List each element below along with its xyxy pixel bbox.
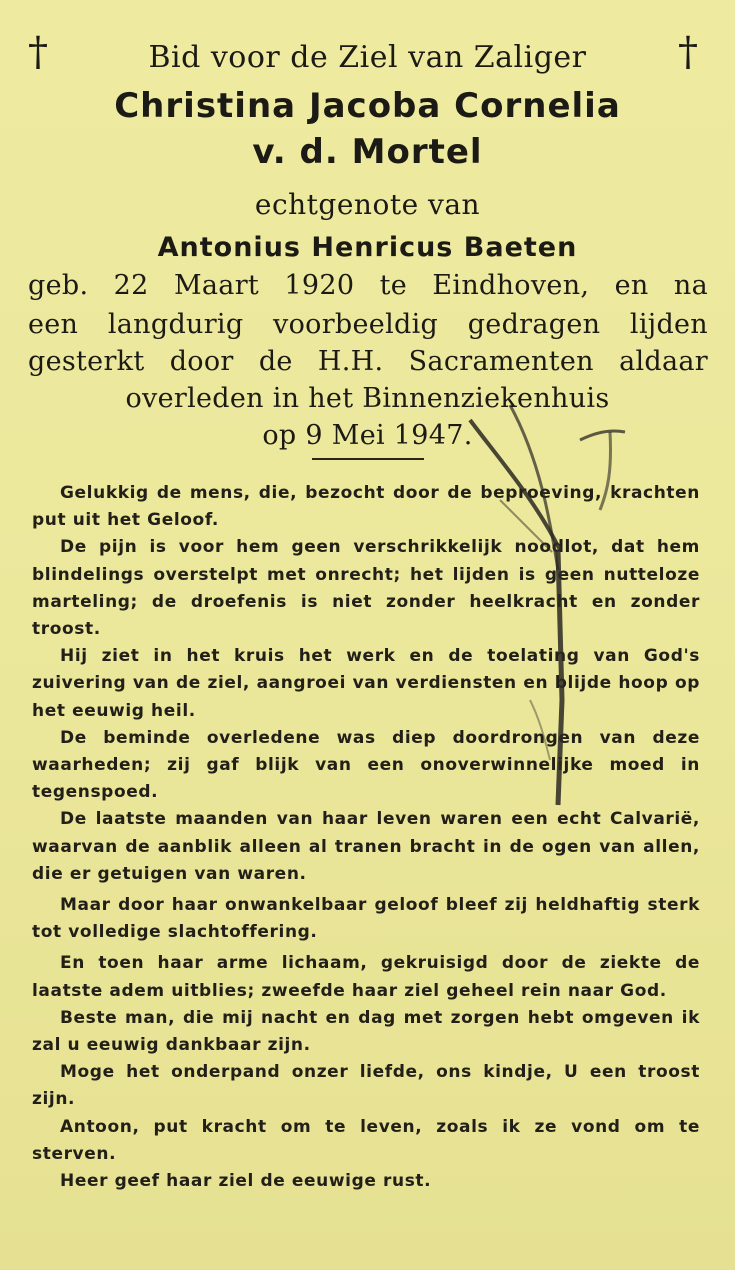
deceased-name-line2: v. d. Mortel	[252, 132, 483, 172]
bio-line-sacraments: gesterkt door de H.H. Sacramenten aldaar	[28, 346, 708, 377]
divider-rule	[312, 458, 424, 460]
bio-line-suffering: een langdurig voorbeeldig gedragen lijden	[28, 309, 708, 340]
paragraph: Beste man, die mij nacht en dag met zorgen hebt omgeven ik zal u eeuwig dankbaar zijn.	[32, 1007, 700, 1056]
spouse-name: Antonius Henricus Baeten	[157, 232, 578, 263]
paragraph: De beminde overledene was diep doordrongen van deze waarheden; zij gaf blijk van een onoverwinnelijke moed in tegenspoed.	[32, 727, 700, 803]
paragraph: En toen haar arme lichaam, gekruisigd door de ziekte de laatste adem uitblies; zweefde haar ziel geheel rein naar God.	[32, 953, 700, 1001]
spouse-label: echtgenote van	[254, 188, 481, 221]
paragraph: Antoon, put kracht om te leven, zoals ik ze vond om te sterven.	[32, 1116, 700, 1164]
paragraph: De laatste maanden van haar leven waren een echt Calvarië, waarvan de aanblik alleen al tranen bracht in de ogen van allen, die er getuigen van waren.	[32, 809, 700, 884]
paragraph: Hij ziet in het kruis het werk en de toelating van God's zuivering van de ziel, aangroei van verdiensten en blijde hoop op het eeuwig heil.	[32, 646, 700, 721]
paragraph: Gelukkig de mens, die, bezocht door de beproeving, krachten put uit het Geloof.	[32, 483, 700, 531]
paragraph: Moge het onderpand onzer liefde, ons kindje, U een troost zijn.	[32, 1062, 700, 1110]
paragraph: Heer geef haar ziel de eeuwige rust.	[60, 1171, 432, 1192]
meditation-text	[32, 480, 700, 1195]
paragraph: De pijn is voor hem geen verschrikkelijk noodlot, dat hem blindelings overstelpt met onrecht; het lijden is geen nutteloze marteling; de droefenis is niet zonder heelkracht en zonder troost.	[32, 537, 700, 640]
paragraph: Maar door haar onwankelbaar geloof bleef zij heldhaftig sterk tot volledige slachtoffering.	[32, 895, 700, 943]
bio-line-death-date: op 9 Mei 1947.	[262, 420, 473, 451]
deceased-name-line1: Christina Jacoba Cornelia	[114, 86, 621, 126]
cross-icon-left: †	[28, 29, 48, 75]
prayer-intro: Bid voor de Ziel van Zaliger	[148, 40, 587, 75]
cross-icon-right: †	[678, 29, 698, 75]
bio-line-birth: geb. 22 Maart 1920 te Eindhoven, en na	[28, 270, 708, 301]
bio-line-death-place: overleden in het Binnenziekenhuis	[125, 383, 610, 414]
